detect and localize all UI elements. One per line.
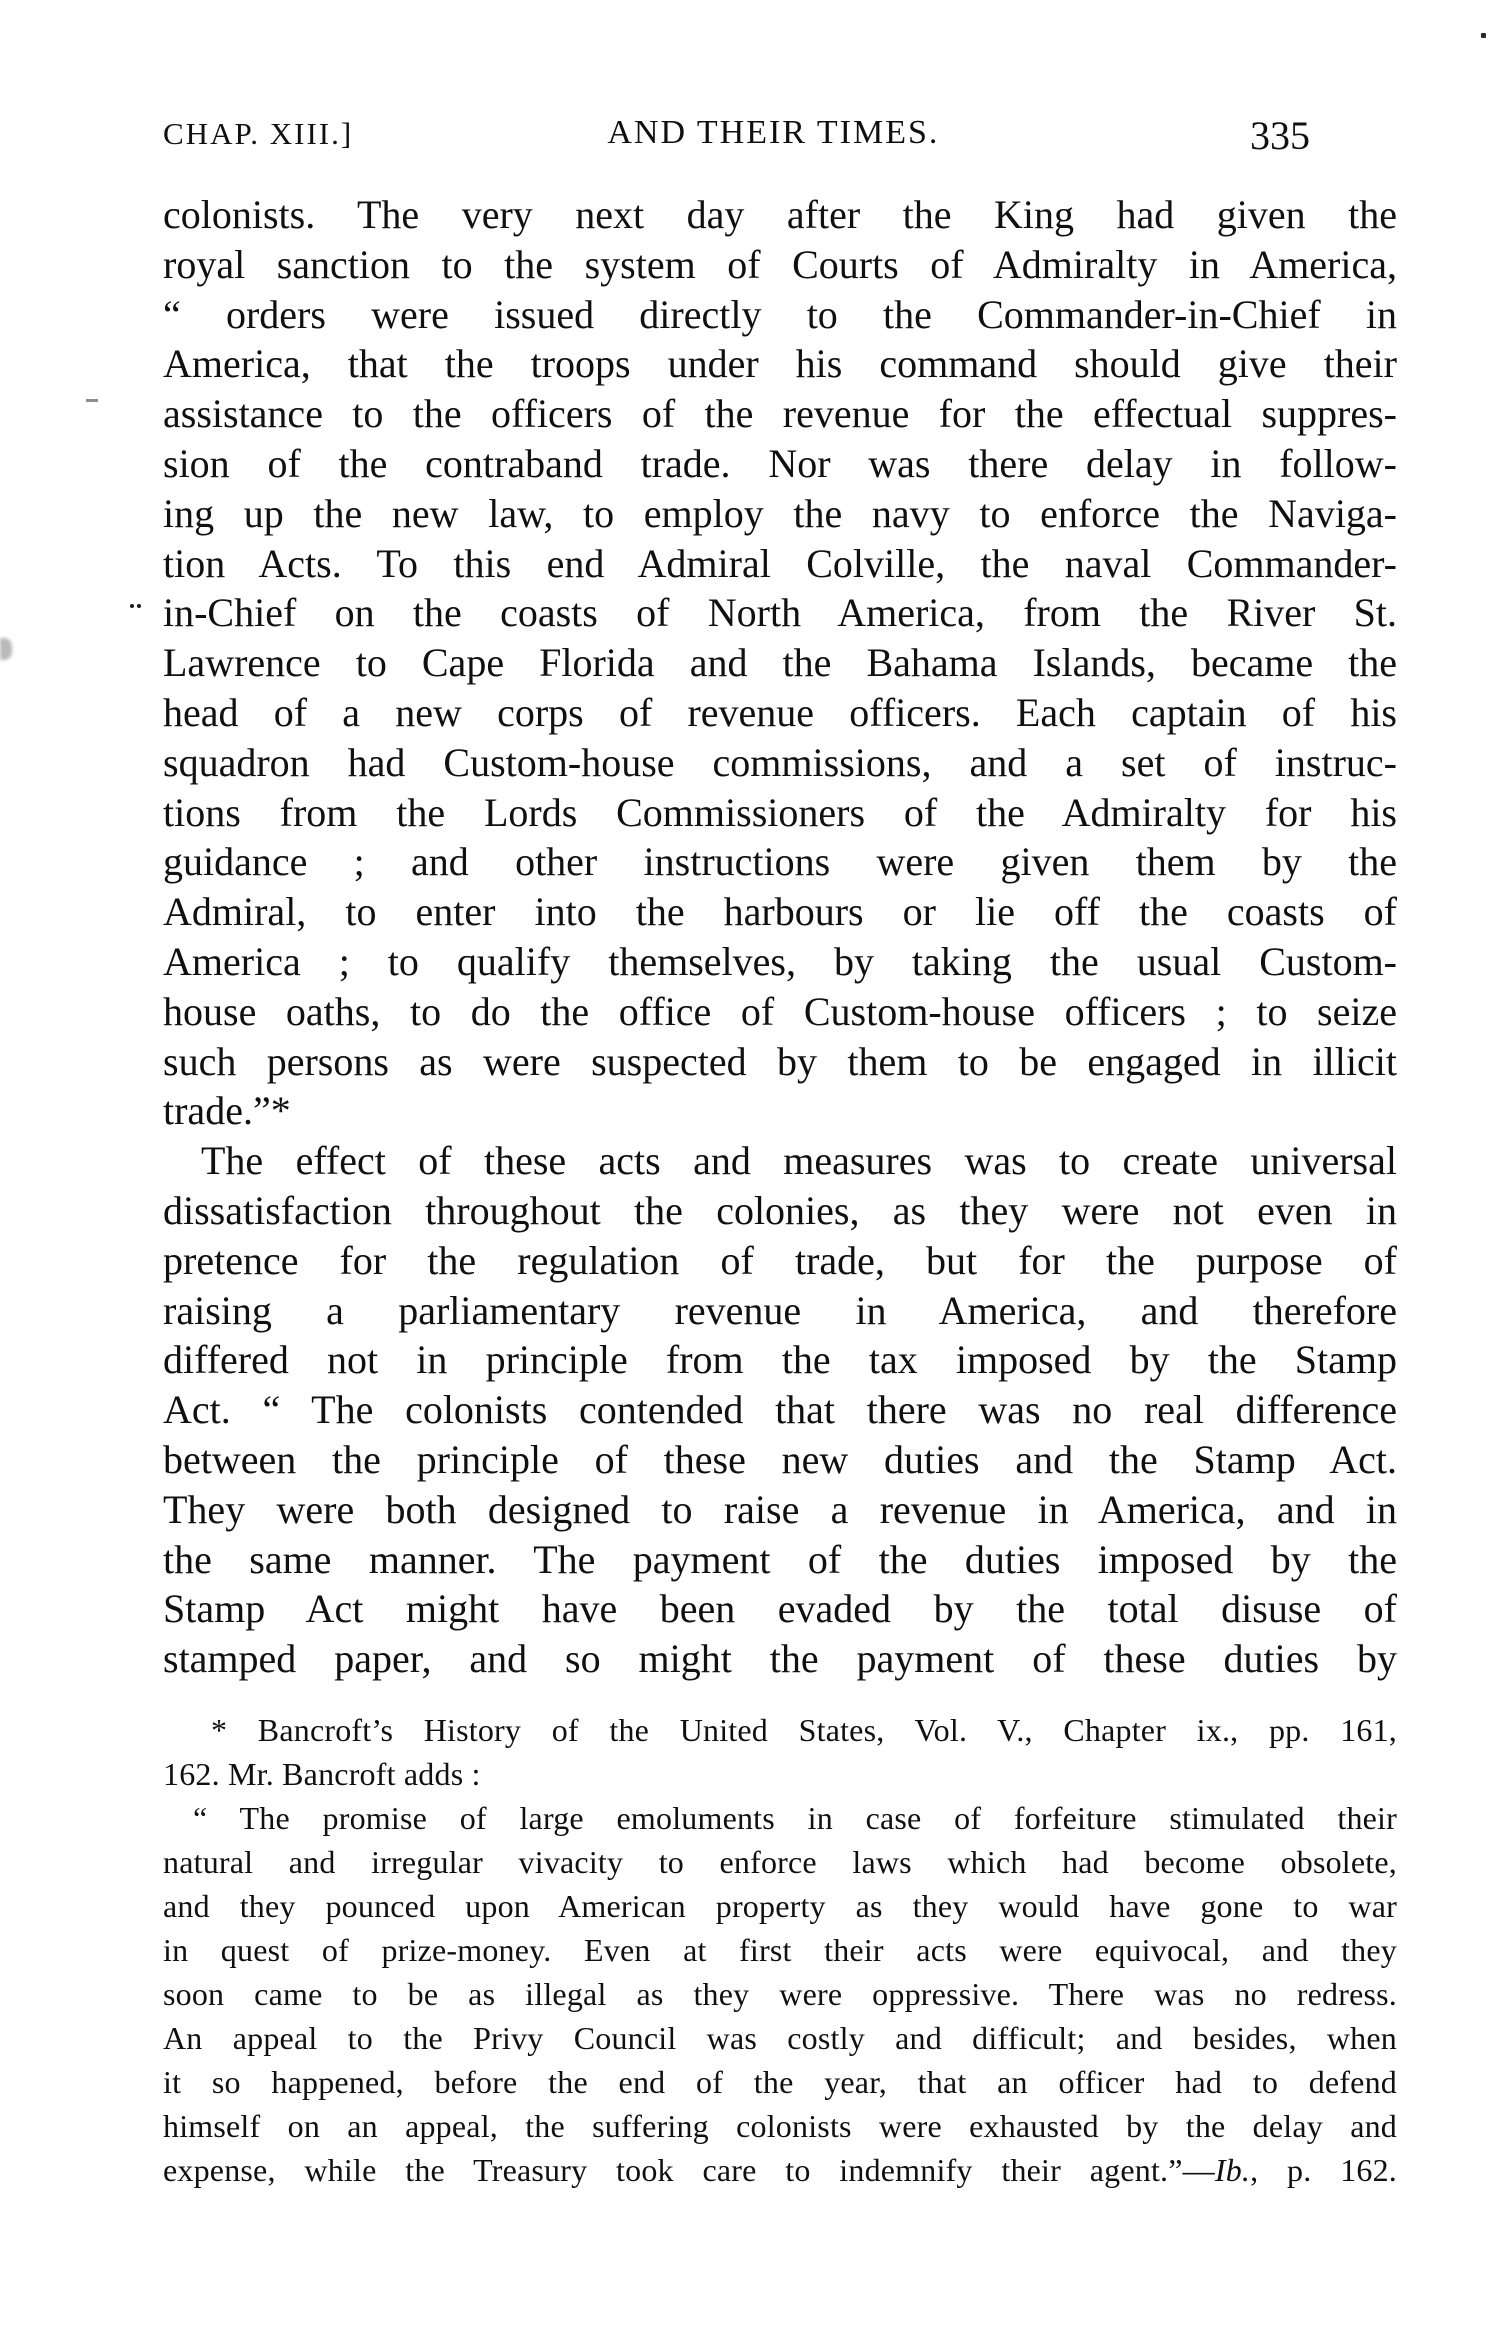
text-line: the same manner. The payment of the duties imposed by the (163, 1536, 1397, 1582)
text-line: royal sanction to the system of Courts of Admiralty in America, (163, 241, 1397, 287)
text-line: Act. “ The colonists contended that there was no real difference (163, 1387, 1397, 1433)
footnote-ibid: Ib. (1214, 2152, 1251, 2188)
text-line: house oaths, to do the office of Custom-house officers ; to seize (163, 988, 1397, 1034)
text-line: stamped paper, and so might the payment of these duties by (163, 1636, 1397, 1682)
text-line: America, that the troops under his command should give their (163, 341, 1397, 387)
scan-speck (1481, 33, 1486, 38)
text-line: guidance ; and other instructions were given them by the (163, 839, 1397, 885)
footnote-line (163, 2148, 1397, 2192)
scan-margin-mark (86, 399, 98, 402)
footnote-line: himself on an appeal, the suffering colonists were exhausted by the delay and (163, 2108, 1397, 2144)
text-line: Admiral, to enter into the harbours or lie off the coasts of (163, 889, 1397, 935)
text-line: assistance to the officers of the revenue for the effectual suppres- (163, 391, 1397, 437)
footnote-line: it so happened, before the end of the year, that an officer had to defend (163, 2064, 1397, 2100)
footnote-line: and they pounced upon American property as they would have gone to war (163, 1888, 1397, 1924)
text-line: sion of the contraband trade. Nor was there delay in follow- (163, 440, 1397, 486)
footnote-line: “ The promise of large emoluments in case of forfeiture stimulated their (193, 1800, 1397, 1836)
text-line: in-Chief on the coasts of North America, from the River St. (163, 590, 1397, 636)
text-line: The effect of these acts and measures was to create universal (201, 1138, 1397, 1184)
text-line: trade.”* (163, 1088, 291, 1134)
footnote-line: 162. Mr. Bancroft adds : (163, 1756, 481, 1792)
text-line: pretence for the regulation of trade, but for the purpose of (163, 1237, 1397, 1283)
text-line: tion Acts. To this end Admiral Colville, the naval Commander- (163, 540, 1397, 586)
footnote-line: An appeal to the Privy Council was costly and difficult; and besides, when (163, 2020, 1397, 2056)
footnote-line: in quest of prize-money. Even at first their acts were equivocal, and they (163, 1932, 1397, 1968)
footnote-citation-text: expense, while the Treasury took care to indemnify their agent.”— (163, 2152, 1215, 2188)
running-header (163, 112, 1397, 160)
text-line: raising a parliamentary revenue in America, and therefore (163, 1287, 1397, 1333)
text-line: head of a new corps of revenue officers. Each captain of his (163, 689, 1397, 735)
paragraph-2 (163, 1136, 1397, 1684)
footnote-line: soon came to be as illegal as they were oppressive. There was no redress. (163, 1976, 1397, 2012)
text-line: They were both designed to raise a revenue in America, and in (163, 1486, 1397, 1532)
text-line: differed not in principle from the tax imposed by the Stamp (163, 1337, 1397, 1383)
footnote (163, 1708, 1397, 2192)
scan-edge-smudge (0, 638, 12, 660)
paragraph-1 (163, 190, 1397, 1136)
text-line: ing up the new law, to employ the navy to enforce the Naviga- (163, 490, 1397, 536)
text-line: America ; to qualify themselves, by taking the usual Custom- (163, 938, 1397, 984)
text-line: colonists. The very next day after the King had given the (163, 192, 1397, 237)
running-title: AND THEIR TIMES. (607, 114, 940, 151)
body-text (163, 190, 1397, 1684)
text-line: squadron had Custom-house commissions, and a set of instruc- (163, 739, 1397, 785)
text-line: Lawrence to Cape Florida and the Bahama Islands, became the (163, 640, 1397, 686)
page-number: 335 (1250, 113, 1310, 158)
footnote-citation-page: , p. 162. (1250, 2152, 1397, 2188)
text-line: “ orders were issued directly to the Commander-in-Chief in (163, 291, 1397, 337)
text-line: between the principle of these new duties and the Stamp Act. (163, 1436, 1397, 1482)
text-line: Stamp Act might have been evaded by the total disuse of (163, 1586, 1397, 1632)
footnote-line: natural and irregular vivacity to enforce laws which had become obsolete, (163, 1844, 1397, 1880)
text-line: such persons as were suspected by them to be engaged in illicit (163, 1038, 1397, 1084)
text-line: tions from the Lords Commissioners of the Admiralty for his (163, 789, 1397, 835)
footnote-line: * Bancroft’s History of the United States, Vol. V., Chapter ix., pp. 161, (211, 1712, 1397, 1748)
chapter-label: CHAP. XIII.] (163, 116, 354, 151)
scan-speck (130, 604, 134, 608)
text-line: dissatisfaction throughout the colonies, as they were not even in (163, 1187, 1397, 1233)
